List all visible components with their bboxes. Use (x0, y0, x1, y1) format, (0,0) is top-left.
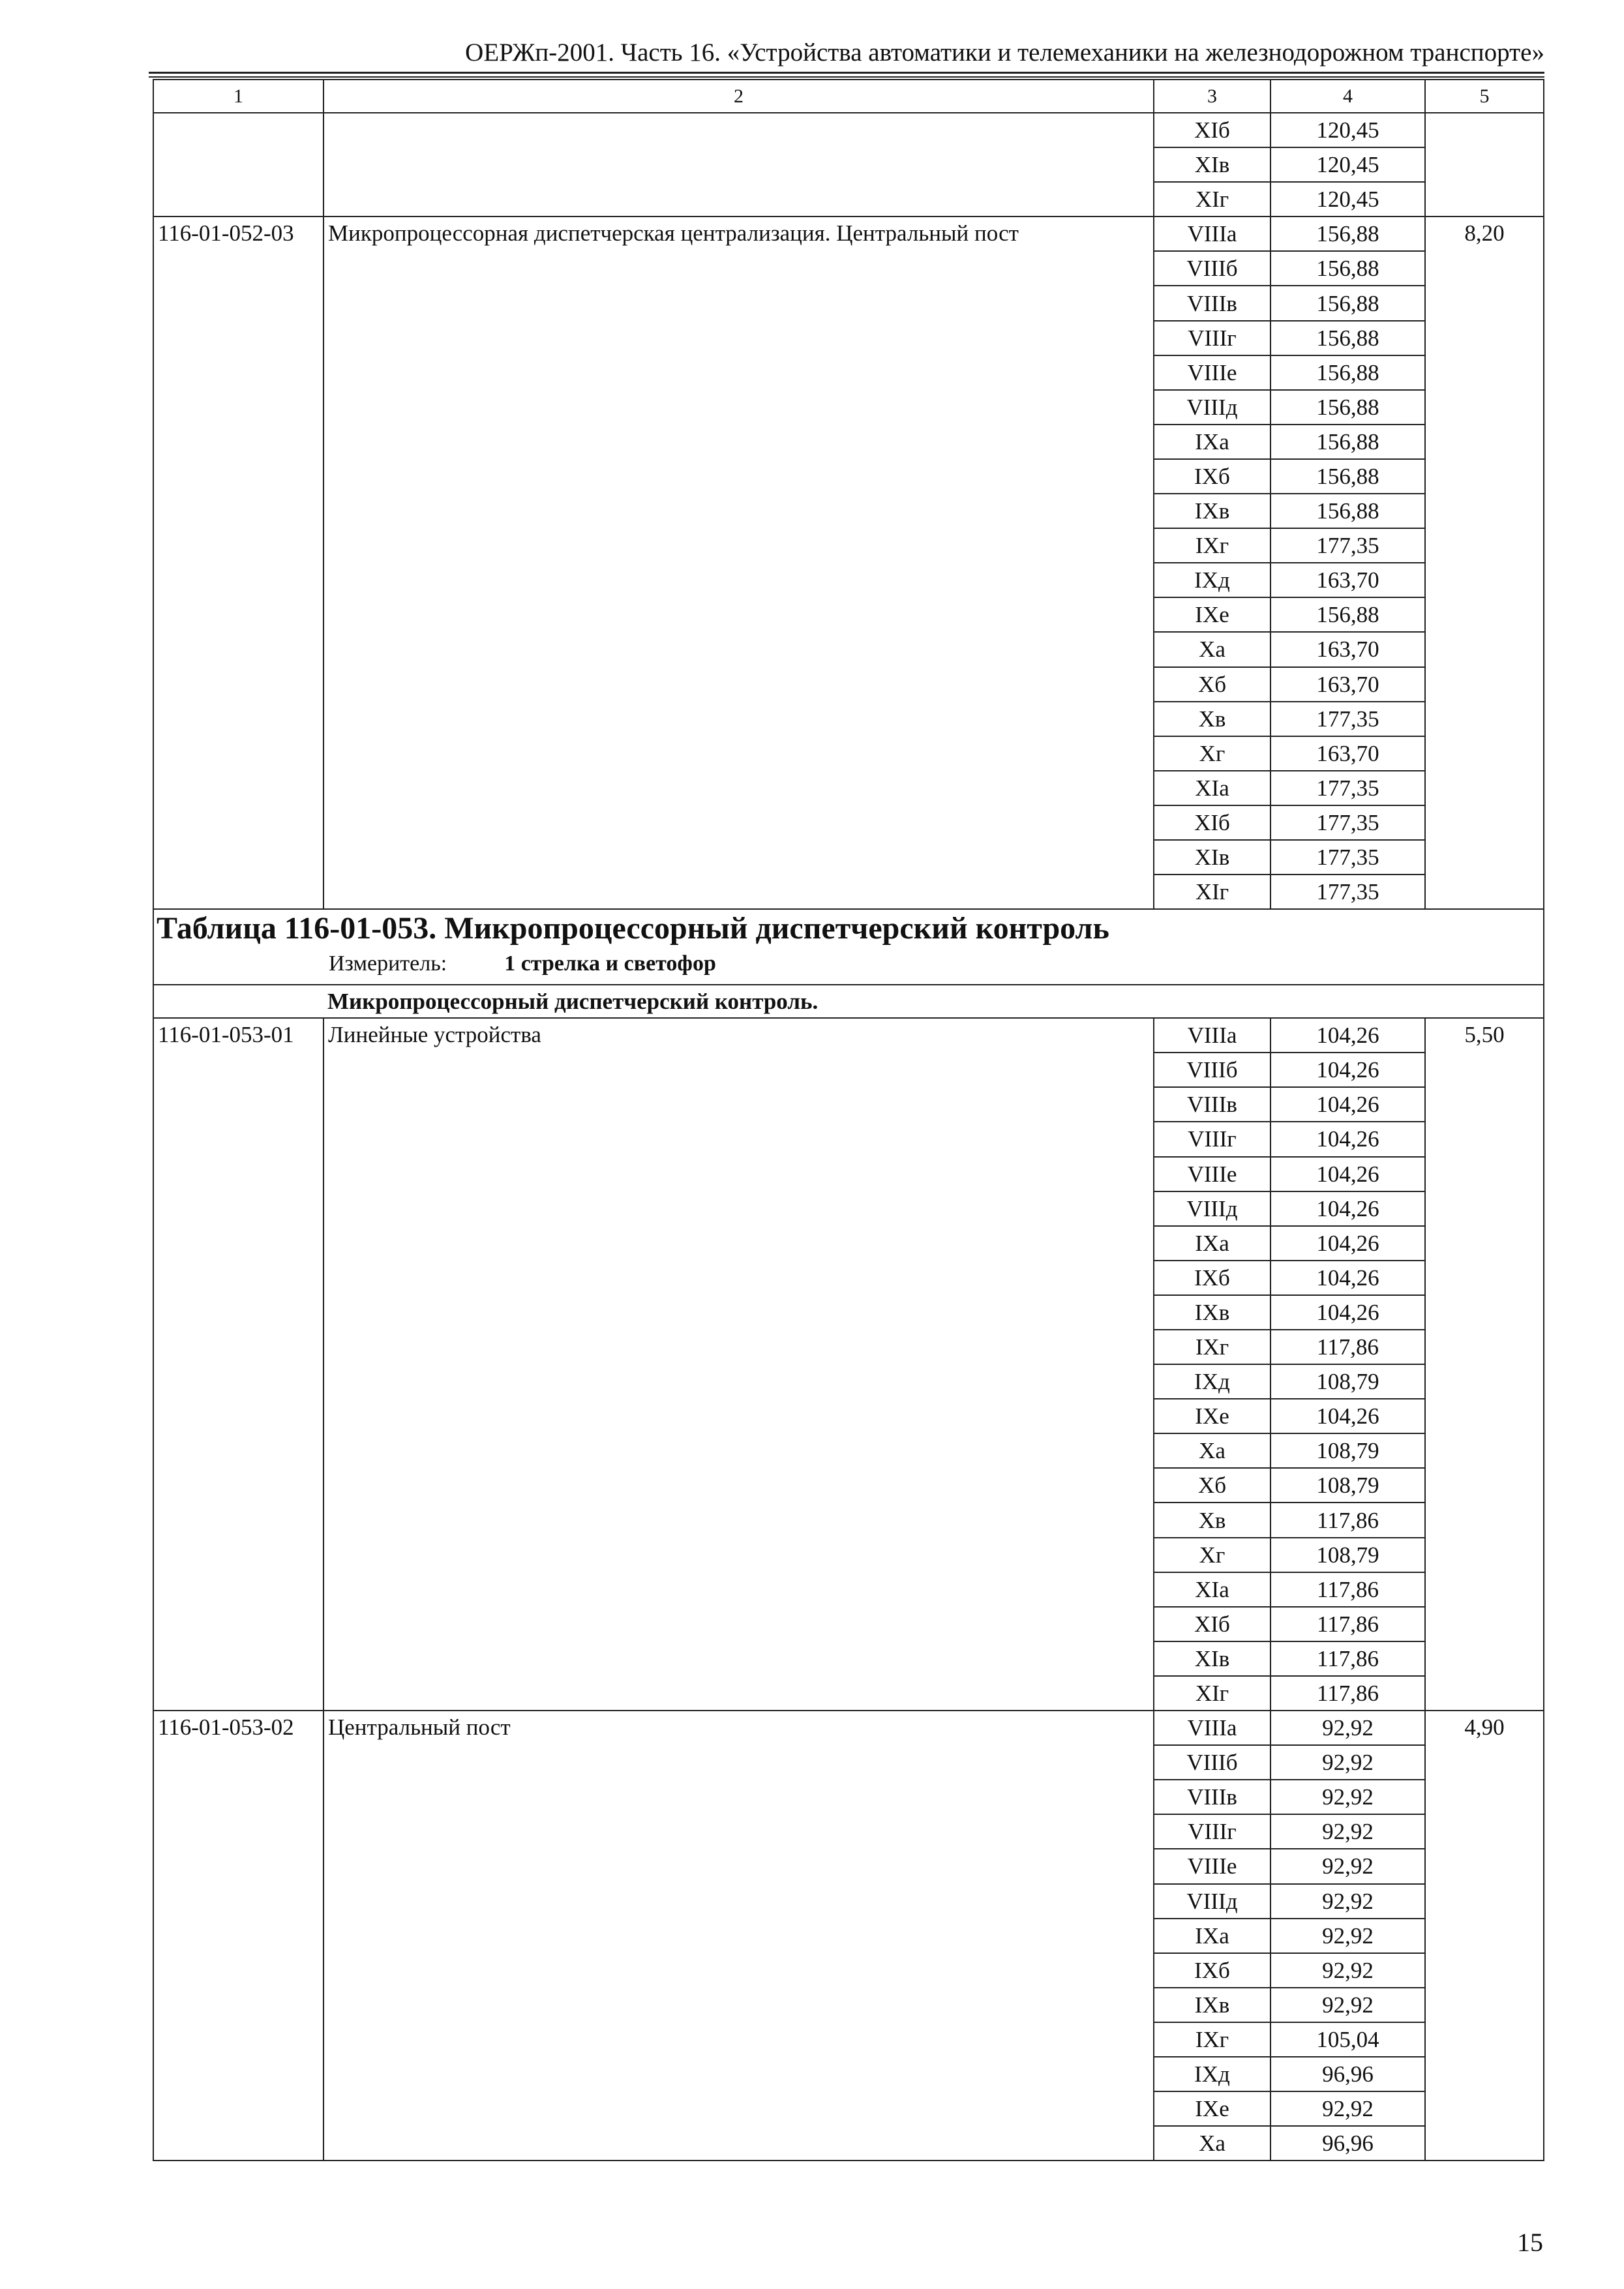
zone-cell: VIIIв (1154, 1087, 1271, 1122)
zone-cell: XIa (1154, 1572, 1271, 1607)
zone-cell: IXa (1154, 1226, 1271, 1261)
value-cell: 92,92 (1271, 1745, 1425, 1780)
item-name: Микропроцессорная диспетчерская централизация. Центральный пост (323, 217, 1154, 909)
column-number-row (153, 80, 1544, 113)
zone-cell: IXг (1154, 528, 1271, 563)
value-cell: 108,79 (1271, 1538, 1425, 1572)
zone-cell: XIa (1154, 771, 1271, 805)
zone-cell: XIв (1154, 840, 1271, 875)
value-cell: 156,88 (1271, 217, 1425, 251)
zone-cell: IXб (1154, 1953, 1271, 1988)
value-cell: 156,88 (1271, 251, 1425, 286)
zone-cell: IXe (1154, 597, 1271, 632)
zone-cell: Xa (1154, 1433, 1271, 1468)
value-cell: 104,26 (1271, 1018, 1425, 1053)
item-code: 116-01-052-03 (153, 217, 323, 909)
zone-cell: VIIIг (1154, 1122, 1271, 1156)
table-row (153, 217, 1544, 251)
zone-cell: XIб (1154, 113, 1271, 147)
value-cell: 117,86 (1271, 1676, 1425, 1711)
column-number: 3 (1154, 80, 1271, 113)
item-name (323, 113, 1154, 217)
header-rule (149, 72, 1544, 74)
value-cell: 92,92 (1271, 1711, 1425, 1745)
value-cell: 92,92 (1271, 1919, 1425, 1953)
item-code (153, 113, 323, 217)
value-cell: 96,96 (1271, 2126, 1425, 2161)
zone-cell: XIг (1154, 1676, 1271, 1711)
value-cell: 92,92 (1271, 1988, 1425, 2022)
column-number: 4 (1271, 80, 1425, 113)
coefficient-cell: 4,90 (1425, 1711, 1544, 2161)
value-cell: 96,96 (1271, 2057, 1425, 2091)
zone-cell: Xг (1154, 736, 1271, 771)
zone-cell: VIIIг (1154, 1814, 1271, 1849)
zone-cell: VIIIб (1154, 1053, 1271, 1087)
value-cell: 92,92 (1271, 1953, 1425, 1988)
value-cell: 117,86 (1271, 1503, 1425, 1537)
section-row (153, 985, 1544, 1018)
value-cell: 156,88 (1271, 597, 1425, 632)
value-cell: 117,86 (1271, 1572, 1425, 1607)
value-cell: 163,70 (1271, 736, 1425, 771)
zone-cell: IXб (1154, 459, 1271, 494)
column-number: 2 (323, 80, 1154, 113)
value-cell: 104,26 (1271, 1087, 1425, 1122)
zone-cell: XIв (1154, 147, 1271, 182)
item-code: 116-01-053-02 (153, 1711, 323, 2161)
value-cell: 104,26 (1271, 1226, 1425, 1261)
value-cell: 177,35 (1271, 702, 1425, 736)
value-cell: 163,70 (1271, 632, 1425, 666)
zone-cell: XIг (1154, 182, 1271, 217)
section-title: Микропроцессорный диспетчерский контроль. (153, 985, 1544, 1018)
zone-cell: XIв (1154, 1641, 1271, 1676)
coefficient-cell (1425, 113, 1544, 217)
zone-cell: VIIIв (1154, 1780, 1271, 1814)
value-cell: 104,26 (1271, 1261, 1425, 1295)
zone-cell: Xa (1154, 632, 1271, 666)
value-cell: 156,88 (1271, 390, 1425, 425)
zone-cell: VIIIд (1154, 1884, 1271, 1919)
page-header: ОЕРЖп-2001. Часть 16. «Устройства автоматики и телемеханики на железнодорожном транспорте» (465, 38, 1544, 67)
value-cell: 177,35 (1271, 771, 1425, 805)
table-title-block (153, 909, 1544, 985)
header-rule-thin (149, 76, 1544, 78)
zone-cell: IXв (1154, 1295, 1271, 1330)
measure-value: 1 стрелка и светофор (504, 951, 716, 976)
zone-cell: XIб (1154, 805, 1271, 840)
zone-cell: XIб (1154, 1607, 1271, 1641)
zone-cell: VIIIa (1154, 1018, 1271, 1053)
value-cell: 104,26 (1271, 1157, 1425, 1191)
zone-cell: IXг (1154, 2022, 1271, 2057)
value-cell: 156,88 (1271, 425, 1425, 459)
value-cell: 120,45 (1271, 147, 1425, 182)
table-title-row (153, 909, 1544, 985)
zone-cell: IXд (1154, 1364, 1271, 1399)
value-cell: 156,88 (1271, 494, 1425, 528)
value-cell: 177,35 (1271, 875, 1425, 909)
value-cell: 92,92 (1271, 2091, 1425, 2126)
zone-cell: VIIIa (1154, 1711, 1271, 1745)
value-cell: 108,79 (1271, 1364, 1425, 1399)
zone-cell: Xб (1154, 1468, 1271, 1503)
value-cell: 105,04 (1271, 2022, 1425, 2057)
column-number: 1 (153, 80, 323, 113)
zone-cell: VIIIa (1154, 217, 1271, 251)
value-cell: 156,88 (1271, 355, 1425, 390)
coefficient-cell: 5,50 (1425, 1018, 1544, 1711)
rates-table (153, 79, 1544, 2161)
zone-cell: VIIIe (1154, 1157, 1271, 1191)
zone-cell: Xв (1154, 702, 1271, 736)
value-cell: 104,26 (1271, 1399, 1425, 1433)
value-cell: 117,86 (1271, 1330, 1425, 1364)
zone-cell: VIIIд (1154, 1191, 1271, 1226)
value-cell: 92,92 (1271, 1884, 1425, 1919)
zone-cell: VIIIб (1154, 251, 1271, 286)
zone-cell: VIIIe (1154, 355, 1271, 390)
value-cell: 177,35 (1271, 805, 1425, 840)
zone-cell: VIIIe (1154, 1849, 1271, 1883)
value-cell: 117,86 (1271, 1607, 1425, 1641)
value-cell: 120,45 (1271, 182, 1425, 217)
measure-label: Измеритель: (329, 951, 447, 976)
value-cell: 177,35 (1271, 840, 1425, 875)
value-cell: 108,79 (1271, 1468, 1425, 1503)
zone-cell: VIIIд (1154, 390, 1271, 425)
zone-cell: IXe (1154, 1399, 1271, 1433)
table-row (153, 113, 1544, 147)
zone-cell: IXa (1154, 1919, 1271, 1953)
value-cell: 163,70 (1271, 667, 1425, 702)
value-cell: 117,86 (1271, 1641, 1425, 1676)
zone-cell: IXд (1154, 563, 1271, 597)
value-cell: 120,45 (1271, 113, 1425, 147)
value-cell: 104,26 (1271, 1122, 1425, 1156)
column-number: 5 (1425, 80, 1544, 113)
value-cell: 156,88 (1271, 459, 1425, 494)
zone-cell: IXe (1154, 2091, 1271, 2126)
zone-cell: Xв (1154, 1503, 1271, 1537)
value-cell: 177,35 (1271, 528, 1425, 563)
item-code: 116-01-053-01 (153, 1018, 323, 1711)
coefficient-cell: 8,20 (1425, 217, 1544, 909)
value-cell: 156,88 (1271, 286, 1425, 320)
zone-cell: Xб (1154, 667, 1271, 702)
zone-cell: IXa (1154, 425, 1271, 459)
zone-cell: IXд (1154, 2057, 1271, 2091)
zone-cell: VIIIб (1154, 1745, 1271, 1780)
table-row (153, 1018, 1544, 1053)
zone-cell: IXб (1154, 1261, 1271, 1295)
zone-cell: VIIIг (1154, 321, 1271, 355)
measure-line (154, 949, 1543, 984)
value-cell: 104,26 (1271, 1191, 1425, 1226)
item-name: Центральный пост (323, 1711, 1154, 2161)
value-cell: 104,26 (1271, 1053, 1425, 1087)
value-cell: 92,92 (1271, 1849, 1425, 1883)
page-number: 15 (1517, 2228, 1543, 2257)
zone-cell: Xa (1154, 2126, 1271, 2161)
table-title: Таблица 116-01-053. Микропроцессорный диспетчерский контроль (157, 911, 1109, 946)
zone-cell: XIг (1154, 875, 1271, 909)
zone-cell: VIIIв (1154, 286, 1271, 320)
table-row (153, 1711, 1544, 1745)
value-cell: 163,70 (1271, 563, 1425, 597)
zone-cell: IXг (1154, 1330, 1271, 1364)
value-cell: 104,26 (1271, 1295, 1425, 1330)
item-name: Линейные устройства (323, 1018, 1154, 1711)
value-cell: 108,79 (1271, 1433, 1425, 1468)
value-cell: 156,88 (1271, 321, 1425, 355)
value-cell: 92,92 (1271, 1780, 1425, 1814)
zone-cell: IXв (1154, 1988, 1271, 2022)
value-cell: 92,92 (1271, 1814, 1425, 1849)
zone-cell: IXв (1154, 494, 1271, 528)
zone-cell: Xг (1154, 1538, 1271, 1572)
